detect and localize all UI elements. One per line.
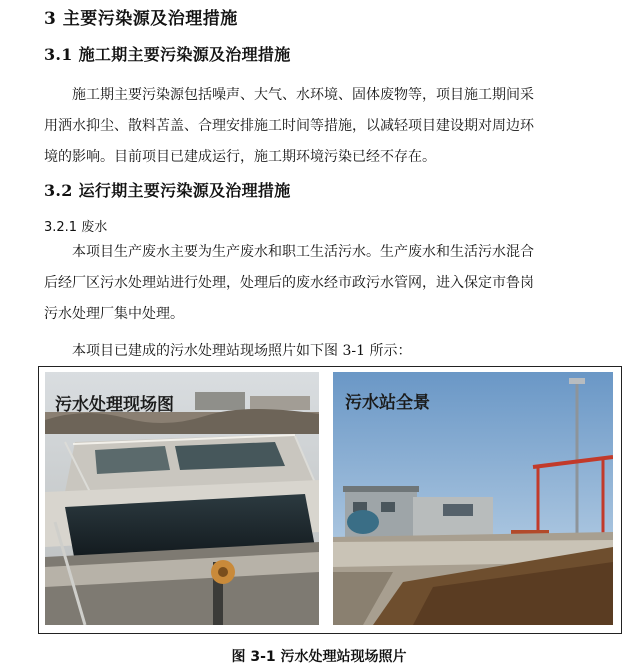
photo-label: 污水站全景: [345, 393, 430, 413]
photo-station-overview: [333, 372, 613, 625]
paragraph-line: 本项目生产废水主要为生产废水和职工生活污水。生产废水和生活污水混合: [72, 244, 534, 260]
paragraph-construction-period: [44, 80, 604, 173]
figure-frame: [38, 366, 622, 634]
figure-caption: 图 3-1 污水处理站现场照片: [231, 649, 407, 665]
section-heading-3: 3 主要污染源及治理措施: [44, 9, 238, 29]
photo-treatment-site: [45, 372, 319, 625]
paragraph-line: 境的影响。目前项目已建成运行，施工期环境污染已经不存在。: [44, 149, 436, 165]
photo-label: 污水处理现场图: [55, 395, 174, 415]
paragraph-wastewater: [44, 237, 604, 330]
paragraph-line: 用洒水抑尘、散料苫盖、合理安排施工时间等措施，以减轻项目建设期对周边环: [44, 118, 534, 134]
paragraph-line: 施工期主要污染源包括噪声、大气、水环境、固体废物等，项目施工期间采: [72, 87, 534, 103]
section-heading-3-1: 3.1 施工期主要污染源及治理措施: [44, 45, 291, 64]
paragraph-photo-intro: 本项目已建成的污水处理站现场照片如下图 3-1 所示：: [72, 343, 412, 359]
paragraph-line: 后经厂区污水处理站进行处理，处理后的废水经市政污水管网，进入保定市鲁岗: [44, 275, 534, 291]
paragraph-line: 污水处理厂集中处理。: [44, 306, 184, 322]
section-heading-3-2-1: 3.2.1 废水: [44, 220, 108, 235]
section-heading-3-2: 3.2 运行期主要污染源及治理措施: [44, 181, 291, 200]
